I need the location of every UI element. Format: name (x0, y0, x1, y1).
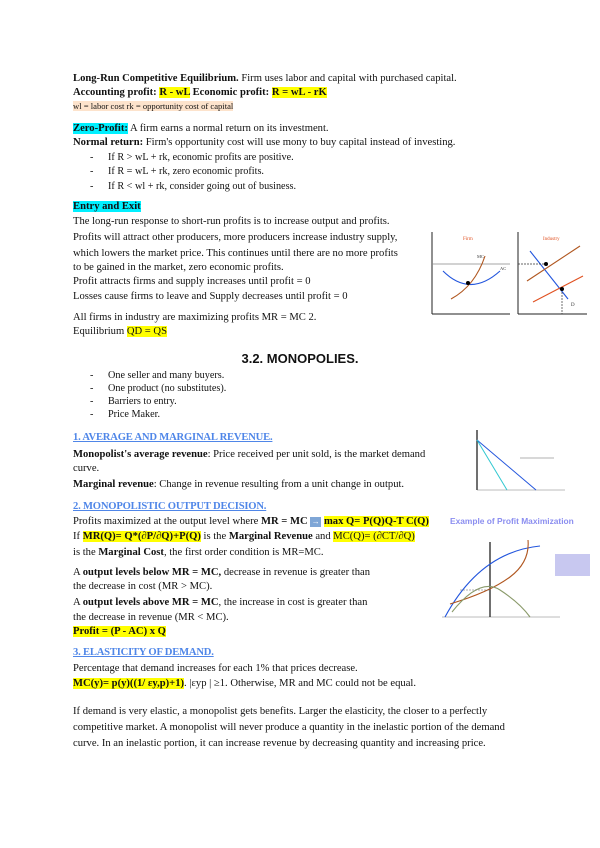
marginal-revenue-line (73, 478, 404, 491)
entry-line: Profit attracts firms and supply increases until profit = 0 (73, 276, 311, 287)
mc-formula: MC(Q)= (∂CT/∂Q) (333, 531, 415, 542)
chart-label-d: D (571, 303, 575, 308)
section-heading-3: 3. ELASTICITY OF DEMAND. (73, 647, 214, 658)
entry-exit-heading: Entry and Exit (73, 201, 141, 212)
text: and (312, 531, 334, 542)
avg-revenue-text: : Price received per unit sold, is the market demand (207, 449, 426, 460)
chart-label-firm: Firm (463, 237, 473, 242)
equilibrium-line (73, 325, 167, 338)
text: is the (200, 531, 229, 542)
bullet-text: If R = wL + rk, zero economic profits. (108, 166, 264, 177)
bullet-text: Barriers to entry. (108, 396, 177, 407)
elasticity-paragraph-line: competitive market. A monopolist will never produce a quantity in the inelastic portion of the demand (73, 722, 505, 733)
demand-mr-chart (470, 428, 590, 498)
mr-label: Marginal Revenue (228, 531, 313, 542)
firm-industry-chart (415, 226, 590, 326)
marginal-revenue-label: Marginal revenue (73, 479, 154, 490)
below-line-2: the decrease in cost (MR > MC). (73, 581, 213, 592)
bullet-text: If R < wl + rk, consider going out of business. (108, 181, 297, 192)
elasticity-formula: MC(y)= p(y)((1/ εy,p)+1) (73, 678, 185, 689)
bullet-text: One product (no substitutes). (108, 383, 227, 394)
list-item: - Price Maker. (90, 409, 161, 420)
elasticity-definition: Percentage that demand increases for each 1% that prices decrease. (73, 663, 358, 674)
avg-revenue-label: Monopolist's average revenue (73, 449, 208, 460)
profit-max-line (73, 515, 429, 528)
equilibrium-label: Equilibrium (73, 326, 127, 337)
list-item: - Barriers to entry. (90, 396, 177, 407)
entry-line: Profits will attract other producers, more producers increase industry supply, (73, 232, 398, 243)
avg-revenue-line-2: curve. (73, 463, 100, 474)
text: , the first order condition is MR=MC. (163, 547, 324, 558)
bullet-text: One seller and many buyers. (108, 370, 225, 381)
section-heading-2: 2. MONOPOLISTIC OUTPUT DECISION. (73, 501, 267, 512)
chart-label-industry: Industry (543, 237, 560, 242)
bullet-text: Price Maker. (108, 409, 161, 420)
mc-label: Marginal Cost (98, 547, 164, 558)
section-heading-1: 1. AVERAGE AND MARGINAL REVENUE. (73, 432, 273, 443)
zero-profit-text: A firm earns a normal return on its investment. (127, 123, 329, 134)
zero-profit-label: Zero-Profit: (73, 123, 128, 134)
zero-profit-line (73, 122, 329, 135)
marginal-revenue-text: : Change in revenue resulting from a unit change in output. (153, 479, 405, 490)
profit-max-chart (440, 532, 590, 622)
equilibrium-formula: QD = QS (126, 326, 167, 337)
example-chart-title: Example of Profit Maximization (450, 516, 574, 526)
first-order-line (73, 546, 324, 559)
chart-label-mc: MC (477, 254, 485, 259)
elasticity-formula-line (73, 677, 416, 690)
mr-mc: MR = MC (261, 516, 308, 527)
elasticity-paragraph-line: curve. In an inelastic portion, it can increase revenue by decreasing quantity and increasing price. (73, 738, 486, 749)
list-item: - If R = wL + rk, zero economic profits. (90, 166, 264, 177)
text: , the increase in cost is greater than (218, 597, 368, 608)
entry-line: to be gained in the market, zero economic profits. (73, 262, 284, 273)
accounting-formula: R - wL (159, 87, 190, 98)
monopolies-title: 3.2. MONOPOLIES. (241, 351, 359, 366)
lrce-text: Firm uses labor and capital with purchased capital. (238, 73, 457, 84)
text: decrease in revenue is greater than (221, 567, 370, 578)
lrce-heading: Long-Run Competitive Equilibrium. (73, 73, 239, 84)
profit-formula-line (73, 625, 166, 638)
all-firms-line: All firms in industry are maximizing profits MR = MC 2. (73, 312, 317, 323)
above-line-2: the decrease in revenue (MR < MC). (73, 612, 229, 623)
max-formula: max Q= P(Q)Q-T C(Q) (323, 516, 429, 527)
chart-label-ac: AC (500, 266, 507, 271)
text: If (73, 531, 83, 542)
text: A (73, 567, 83, 578)
profit-max-text: Profits maximized at the output level where (73, 516, 261, 527)
text: A (73, 597, 83, 608)
below-label: output levels below MR = MC, (82, 567, 222, 578)
entry-line: which lowers the market price. This continues until there are no more profits (73, 248, 398, 259)
normal-return-text: Firm's opportunity cost will use mony to buy capital instead of investing. (143, 137, 456, 148)
list-item: - If R < wl + rk, consider going out of business. (90, 181, 297, 192)
normal-return-line (73, 136, 455, 149)
economic-label: Economic profit: (189, 87, 272, 98)
mr-definition-line (73, 530, 415, 543)
elasticity-paragraph-line: If demand is very elastic, a monopolist gets benefits. Larger the elasticity, the closer to a perfectly (73, 706, 488, 717)
list-item: - If R > wL + rk, economic profits are positive. (90, 152, 294, 163)
mr-formula: MR(Q)= Q*(∂P/∂Q)+P(Q) (82, 531, 201, 542)
arrow-right-icon: → (311, 516, 320, 526)
list-item: - One seller and many buyers. (90, 370, 225, 381)
avg-revenue-line (73, 448, 425, 461)
below-line (73, 566, 370, 579)
entry-heading-line (73, 200, 141, 213)
profit-formula: Profit = (P - AC) x Q (73, 626, 166, 637)
accounting-label: Accounting profit: (73, 87, 160, 98)
entry-line: Losses cause firms to leave and Supply decreases until profit = 0 (73, 291, 348, 302)
lrce-line (73, 72, 457, 85)
list-item: - One product (no substitutes). (90, 383, 227, 394)
normal-return-label: Normal return: (73, 137, 144, 148)
above-label: output levels above MR = MC (82, 597, 219, 608)
bullet-text: If R > wL + rk, economic profits are positive. (108, 152, 294, 163)
cost-note-text: wl = labor cost rk = opportunity cost of capital (73, 101, 234, 111)
text: is the (73, 547, 99, 558)
text: . |εyp | ≥1. Otherwise, MR and MC could not be equal. (184, 678, 416, 689)
cost-note (73, 100, 233, 113)
profit-formulas (73, 86, 327, 99)
economic-formula: R = wL - rK (271, 87, 327, 98)
entry-line: The long-run response to short-run profits is to increase output and profits. (73, 216, 390, 227)
above-line (73, 596, 367, 609)
